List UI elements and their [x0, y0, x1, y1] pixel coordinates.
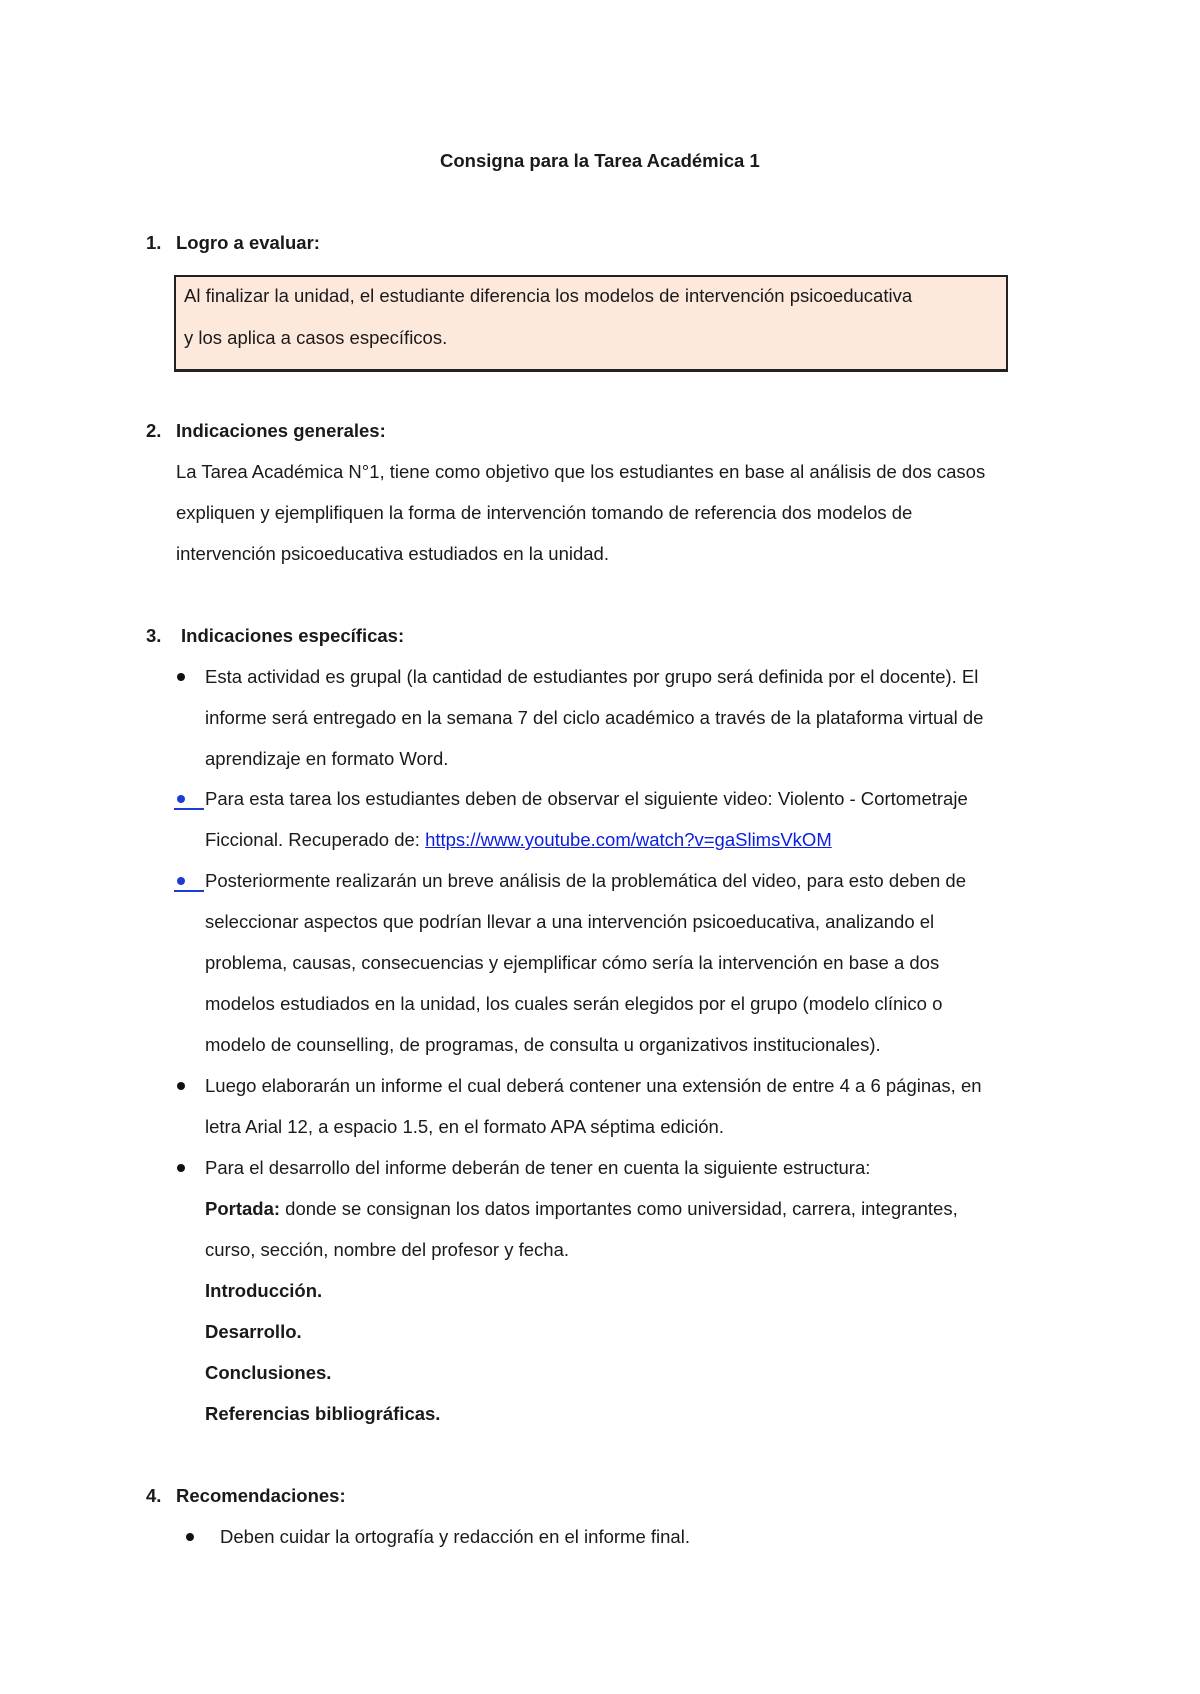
- structure-item-desarrollo: Desarrollo.: [205, 1321, 302, 1342]
- bullet-2-underline: [174, 808, 204, 810]
- bullet-2-line-1: Para esta tarea los estudiantes deben de observar el siguiente video: Violento - Cortometraje: [205, 788, 968, 809]
- section-3-number: 3.: [146, 625, 162, 646]
- bullet-3-line-4: modelos estudiados en la unidad, los cuales serán elegidos por el grupo (modelo clínico o: [205, 993, 943, 1014]
- section-2-line-3: intervención psicoeducativa estudiados en la unidad.: [176, 543, 609, 564]
- goal-line-1: Al finalizar la unidad, el estudiante diferencia los modelos de intervención psicoeducativa: [184, 285, 913, 306]
- bullet-1-line-3: aprendizaje en formato Word.: [205, 748, 449, 769]
- bullet-4-line-2: letra Arial 12, a espacio 1.5, en el formato APA séptima edición.: [205, 1116, 724, 1137]
- bullet-3-line-2: seleccionar aspectos que podrían llevar a una intervención psicoeducativa, analizando el: [205, 911, 935, 932]
- structure-item-conclusiones: Conclusiones.: [205, 1362, 332, 1383]
- bullet-2-line-2-text: Ficcional. Recuperado de:: [205, 829, 426, 850]
- section-4-number: 4.: [146, 1485, 162, 1506]
- bullet-1-line-1: Esta actividad es grupal (la cantidad de estudiantes por grupo será definida por el docente). El: [205, 666, 979, 687]
- bullet-3-underline: [174, 890, 204, 892]
- bullet-4-dot: [177, 1082, 185, 1090]
- section-2-heading: Indicaciones generales:: [176, 420, 386, 441]
- bullet-3-dot: [177, 877, 185, 885]
- goal-line-2: y los aplica a casos específicos.: [184, 327, 448, 348]
- section-3-heading: Indicaciones específicas:: [181, 625, 405, 646]
- portada-line-1: [205, 1196, 958, 1222]
- section-4-bullet-text: Deben cuidar la ortografía y redacción en el informe final.: [220, 1526, 690, 1547]
- bullet-5-dot: [177, 1164, 185, 1172]
- bullet-4-line-1: Luego elaborarán un informe el cual deberá contener una extensión de entre 4 a 6 páginas, en: [205, 1075, 982, 1096]
- bullet-3-line-5: modelo de counselling, de programas, de consulta u organizativos institucionales).: [205, 1034, 881, 1055]
- bullet-1-line-2: informe será entregado en la semana 7 del ciclo académico a través de la plataforma virtual de: [205, 707, 984, 728]
- structure-item-introduccion: Introducción.: [205, 1280, 323, 1301]
- bullet-2-dot: [177, 795, 185, 803]
- section-2-line-2: expliquen y ejemplifiquen la forma de intervención tomando de referencia dos modelos de: [176, 502, 913, 523]
- section-4-heading: Recomendaciones:: [176, 1485, 346, 1506]
- bullet-3-line-3: problema, causas, consecuencias y ejemplificar cómo sería la intervención en base a dos: [205, 952, 940, 973]
- structure-item-referencias: Referencias bibliográficas.: [205, 1403, 441, 1424]
- section-2-line-1: La Tarea Académica N°1, tiene como objetivo que los estudiantes en base al análisis de dos casos: [176, 461, 986, 482]
- bullet-1-dot: [177, 673, 185, 681]
- section-1-heading: Logro a evaluar:: [176, 232, 320, 253]
- portada-line-2: curso, sección, nombre del profesor y fecha.: [205, 1239, 570, 1260]
- youtube-video-link[interactable]: https://www.youtube.com/watch?v=gaSlimsVkOM: [425, 829, 832, 850]
- portada-text-1: donde se consignan los datos importantes como universidad, carrera, integrantes,: [280, 1198, 958, 1219]
- bullet-2-line-2: [205, 827, 832, 853]
- document-title: Consigna para la Tarea Académica 1: [440, 150, 760, 171]
- bullet-3-line-1: Posteriormente realizarán un breve análisis de la problemática del video, para esto deben de: [205, 870, 967, 891]
- portada-label: Portada:: [205, 1198, 281, 1219]
- section-4-bullet-dot: [186, 1533, 194, 1541]
- section-2-number: 2.: [146, 420, 162, 441]
- section-1-number: 1.: [146, 232, 162, 253]
- bullet-5-intro: Para el desarrollo del informe deberán de tener en cuenta la siguiente estructura:: [205, 1157, 871, 1178]
